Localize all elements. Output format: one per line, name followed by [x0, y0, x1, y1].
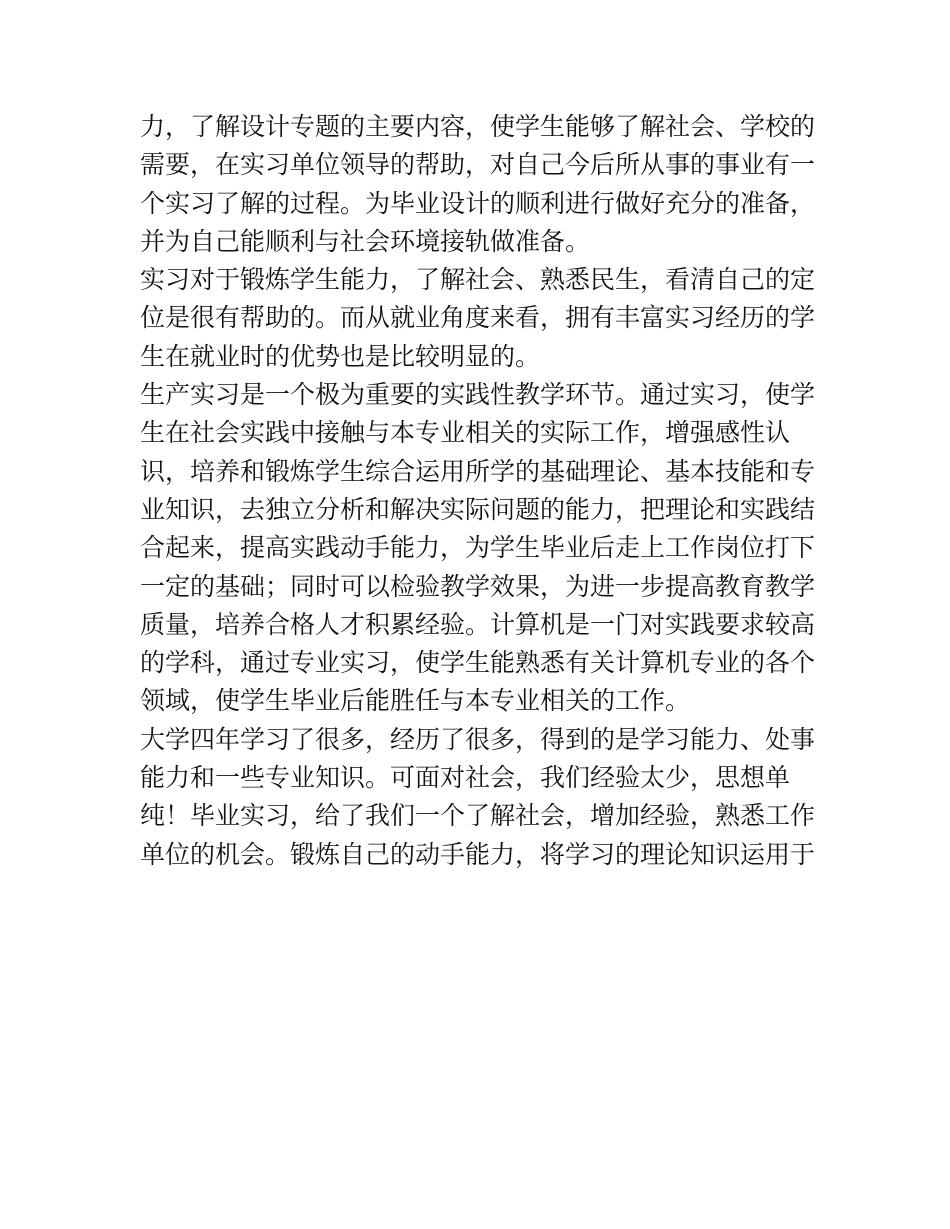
text-line: 的学科，通过专业实习，使学生能熟悉有关计算机专业的各个	[140, 648, 816, 678]
text-line: 纯！毕业实习，给了我们一个了解社会，增加经验，熟悉工作	[140, 801, 816, 831]
text-line: 位是很有帮助的。而从就业角度来看，拥有丰富实习经历的学	[140, 303, 816, 333]
text-line: 生产实习是一个极为重要的实践性教学环节。通过实习，使学	[140, 380, 816, 410]
text-line: 业知识，去独立分析和解决实际问题的能力，把理论和实践结	[140, 494, 816, 524]
text-line: 并为自己能顺利与社会环境接轨做准备。	[140, 226, 591, 256]
text-line: 生在社会实践中接触与本专业相关的实际工作，增强感性认	[140, 418, 791, 448]
text-line: 力，了解设计专题的主要内容，使学生能够了解社会、学校的	[140, 112, 816, 141]
text-line: 生在就业时的优势也是比较明显的。	[140, 341, 541, 371]
text-line: 一定的基础；同时可以检验教学效果，为进一步提高教育教学	[140, 571, 816, 601]
text-line: 个实习了解的过程。为毕业设计的顺利进行做好充分的准备，	[140, 188, 816, 218]
text-line: 领域，使学生毕业后能胜任与本专业相关的工作。	[140, 686, 691, 716]
text-line: 大学四年学习了很多，经历了很多，得到的是学习能力、处事	[140, 724, 816, 754]
text-line: 识，培养和锻炼学生综合运用所学的基础理论、基本技能和专	[140, 456, 816, 486]
text-line: 合起来，提高实践动手能力，为学生毕业后走上工作岗位打下	[140, 533, 816, 563]
text-line: 能力和一些专业知识。可面对社会，我们经验太少，思想单	[140, 763, 791, 793]
text-line: 实习对于锻炼学生能力，了解社会、熟悉民生，看清自己的定	[140, 265, 816, 295]
text-line: 单位的机会。锻炼自己的动手能力，将学习的理论知识运用于	[140, 839, 816, 869]
document-body	[140, 108, 820, 874]
text-line: 需要，在实习单位领导的帮助，对自己今后所从事的事业有一	[140, 150, 816, 180]
text-line: 质量，培养合格人才积累经验。计算机是一门对实践要求较高	[140, 609, 816, 639]
